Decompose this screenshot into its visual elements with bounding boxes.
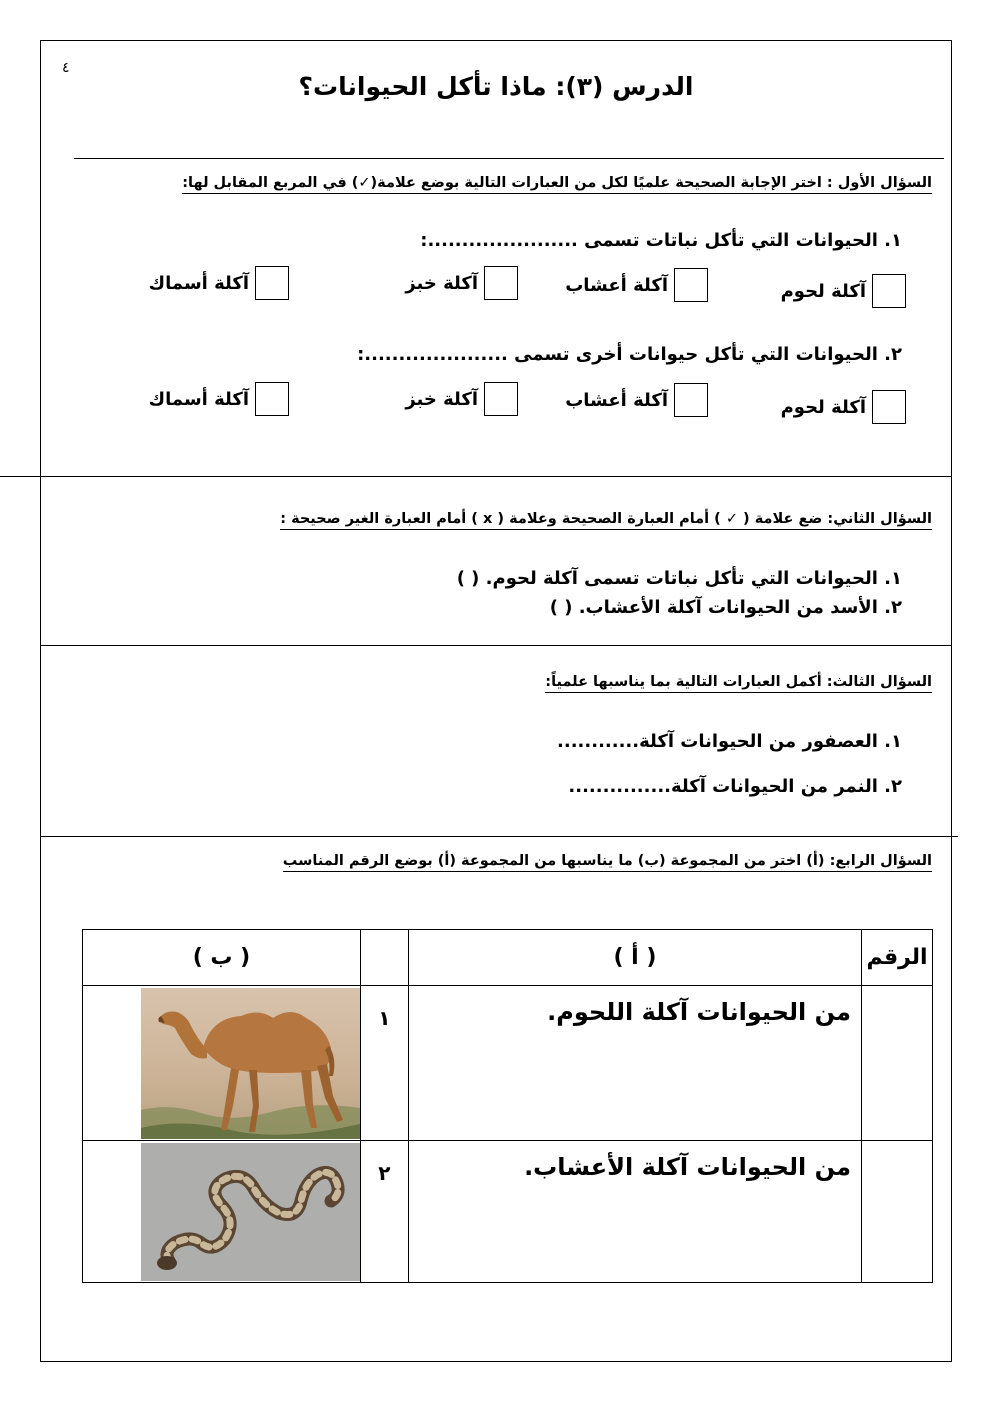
q3-heading	[545, 674, 932, 693]
statement-cell: من الحيوانات آكلة الأعشاب.	[408, 1141, 861, 1283]
table-header-row	[83, 930, 933, 986]
q1-2-option-carnivore[interactable]	[781, 390, 906, 424]
q3-instruction: : أكمل العبارات التالية بما يناسبها علمياً:	[545, 674, 833, 690]
q1-1-option-carnivore[interactable]	[781, 274, 906, 308]
q4-label: السؤال الرابع	[835, 853, 932, 869]
header-blank	[360, 930, 408, 986]
matching-table	[82, 929, 933, 1283]
page-number: ٤	[62, 60, 70, 76]
snake-image	[141, 1143, 360, 1281]
section-divider	[0, 476, 952, 477]
option-label: آكلة أسماك	[148, 272, 249, 294]
checkbox[interactable]	[674, 268, 708, 302]
header-group-a: ( أ )	[408, 930, 861, 986]
q4-instruction: : (أ) اختر من المجموعة (ب) ما يناسبها من المجموعة (أ) بوضع الرقم المناسب	[282, 853, 836, 869]
q1-2-option-fish[interactable]	[149, 382, 289, 416]
option-label: آكلة أسماك	[148, 388, 249, 410]
row-number: ١	[360, 986, 408, 1141]
answer-cell[interactable]	[862, 986, 933, 1141]
checkbox[interactable]	[484, 266, 518, 300]
q1-heading	[182, 175, 932, 194]
q1-1-option-herbivore[interactable]	[565, 268, 708, 302]
title-divider	[74, 158, 944, 159]
header-number: الرقم	[862, 930, 933, 986]
option-label: آكلة خبز	[405, 388, 478, 410]
option-label: آكلة لحوم	[780, 280, 866, 302]
q1-2-option-herbivore[interactable]	[565, 383, 708, 417]
checkbox[interactable]	[674, 383, 708, 417]
q2-item-2: ٢. الأسد من الحيوانات آكلة الأعشاب. ( )	[549, 597, 902, 618]
checkbox[interactable]	[872, 274, 906, 308]
q2-item-1: ١. الحيوانات التي تأكل نباتات تسمى آكلة لحوم. ( )	[456, 568, 902, 589]
row-number: ٢	[360, 1141, 408, 1283]
q1-2-option-bread[interactable]	[405, 382, 518, 416]
checkbox[interactable]	[484, 382, 518, 416]
checkbox[interactable]	[255, 382, 289, 416]
q1-1-option-fish[interactable]	[149, 266, 289, 300]
camel-image	[141, 988, 360, 1139]
image-cell	[83, 986, 361, 1141]
table-row	[83, 986, 933, 1141]
checkbox[interactable]	[872, 390, 906, 424]
q3-item-2: ٢. النمر من الحيوانات آكلة...............	[568, 776, 902, 797]
option-label: آكلة أعشاب	[565, 389, 668, 411]
checkbox[interactable]	[255, 266, 289, 300]
option-label: آكلة أعشاب	[565, 274, 668, 296]
table-row	[83, 1141, 933, 1283]
q1-instruction: : اختر الإجابة الصحيحة علميًا لكل من العبارات التالية بوضع علامة(✓) في المربع المقابل لها:	[182, 175, 838, 191]
lesson-title: الدرس (٣): ماذا تأكل الحيوانات؟	[298, 72, 694, 101]
q4-heading	[283, 853, 932, 872]
q3-label: السؤال الثالث	[832, 674, 932, 690]
statement-cell: من الحيوانات آكلة اللحوم.	[408, 986, 861, 1141]
answer-cell[interactable]	[862, 1141, 933, 1283]
section-divider	[40, 836, 958, 837]
q2-instruction: : ضع علامة ( ✓ ) أمام العبارة الصحيحة وعلامة ( x ) أمام العبارة الغير صحيحة :	[280, 511, 834, 527]
q1-item-2: ٢. الحيوانات التي تأكل حيوانات أخرى تسمى .....................:	[357, 344, 902, 365]
q1-item-1: ١. الحيوانات التي تأكل نباتات تسمى ......................:	[420, 230, 902, 251]
q2-heading	[280, 511, 932, 530]
q1-label: السؤال الأول	[837, 175, 932, 191]
option-label: آكلة لحوم	[780, 396, 866, 418]
q2-label: السؤال الثاني	[833, 511, 932, 527]
section-divider	[40, 645, 952, 646]
q1-1-option-bread[interactable]	[405, 266, 518, 300]
option-label: آكلة خبز	[405, 272, 478, 294]
q3-item-1: ١. العصفور من الحيوانات آكلة............	[557, 731, 902, 752]
header-group-b: ( ب )	[83, 930, 361, 986]
image-cell	[83, 1141, 361, 1283]
